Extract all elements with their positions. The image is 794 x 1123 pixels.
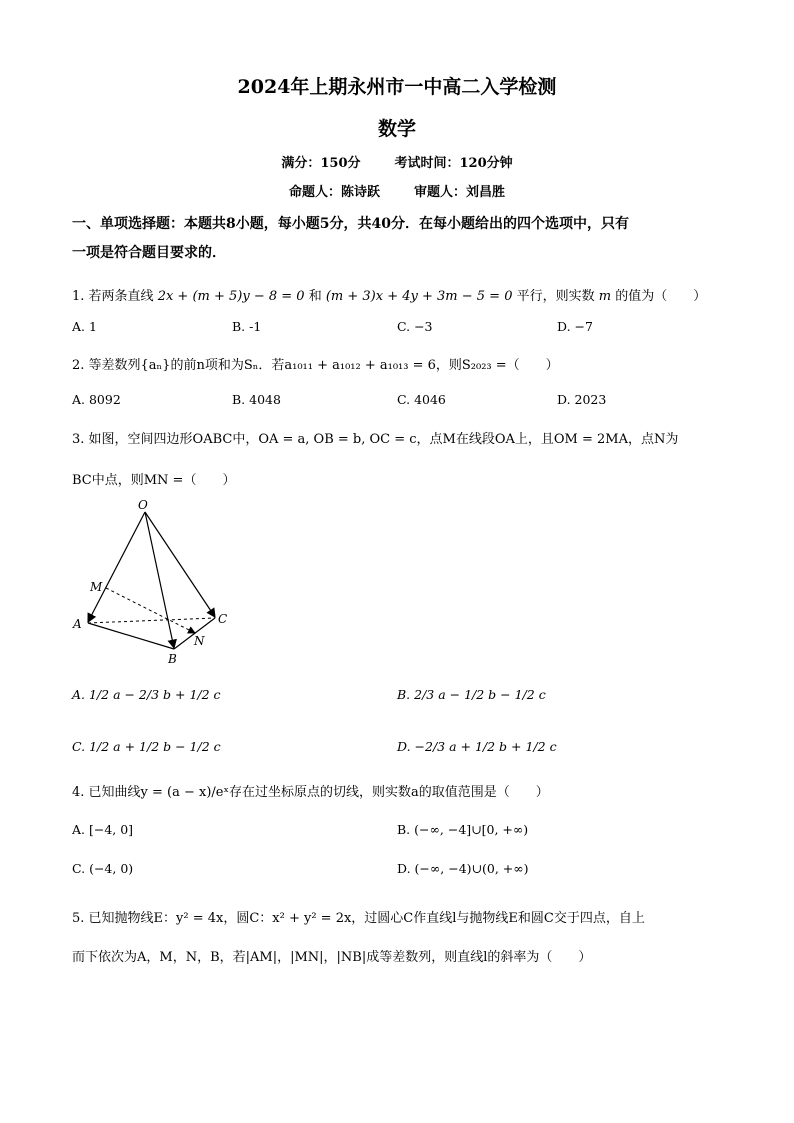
- author-info: [0, 181, 794, 200]
- exam-info: [0, 152, 794, 171]
- edge-OC: [145, 512, 215, 617]
- edge-OB: [145, 512, 174, 648]
- edge-AC-dashed: [88, 618, 215, 623]
- label-N: N: [194, 634, 205, 648]
- q1-equation-2: (m + 3)x + 4y + 3m − 5 = 0: [325, 289, 513, 304]
- q1-option-d[interactable]: D. −7: [557, 319, 593, 334]
- segment-MN-dashed: [106, 588, 195, 633]
- subject-title: 数学: [377, 118, 416, 140]
- label-C: C: [218, 612, 228, 626]
- tetrahedron-figure: [70, 495, 240, 670]
- label-O: O: [138, 498, 148, 512]
- exam-time: 考试时间：120分钟: [394, 156, 513, 171]
- question-5-line1: 5. 已知抛物线E：y² = 4x，圆C：x² + y² = 2x，过圆心C作直线l与抛物线E和圆C交于四点，自上: [72, 911, 645, 926]
- q2-option-b[interactable]: B. 4048: [232, 392, 281, 407]
- section-heading-line1: 一、单项选择题：本题共8小题，每小题5分，共40分．在每小题给出的四个选项中，只有: [72, 216, 629, 232]
- q2-option-a[interactable]: A. 8092: [72, 392, 121, 407]
- q4-option-a[interactable]: A. [−4, 0]: [72, 822, 134, 837]
- q1-option-c[interactable]: C. −3: [397, 319, 433, 334]
- question-4: 4. 已知曲线y = (a − x)/eˣ存在过坐标原点的切线，则实数a的取值范围是（ ）: [72, 785, 549, 800]
- q1-variable: m: [598, 289, 612, 304]
- question-3-line2: BC中点，则MN =（ ）: [72, 473, 236, 488]
- full-score: 满分：150分: [281, 156, 361, 171]
- q4-option-d[interactable]: D. (−∞, −4)∪(0, +∞): [397, 861, 529, 876]
- q2-option-c[interactable]: C. 4046: [397, 392, 446, 407]
- q1-prefix: 1. 若两条直线: [72, 289, 154, 304]
- q1-suffix: 平行，则实数: [516, 289, 595, 304]
- label-M: M: [90, 580, 103, 594]
- q1-option-a[interactable]: A. 1: [72, 319, 97, 334]
- label-A: A: [73, 617, 82, 631]
- setter: 命题人：陈诗跃: [288, 185, 380, 200]
- q1-equation-1: 2x + (m + 5)y − 8 = 0: [157, 289, 305, 304]
- question-5-line2: 而下依次为A，M，N，B，若|AM|，|MN|，|NB|成等差数列，则直线l的斜率为（ ）: [72, 950, 592, 965]
- page-title: 2024年上期永州市一中高二入学检测: [237, 76, 557, 98]
- q1-mid: 和: [308, 289, 322, 304]
- q1-option-b[interactable]: B. -1: [232, 319, 262, 334]
- question-3-line1: 3. 如图，空间四边形OABC中，OA = a, OB = b, OC = c，点M在线段OA上，且OM = 2MA，点N为: [72, 432, 679, 447]
- q3-option-c[interactable]: C. 1/2 a + 1/2 b − 1/2 c: [72, 739, 221, 754]
- edge-OA: [88, 512, 145, 622]
- q4-option-b[interactable]: B. (−∞, −4]∪[0, +∞): [397, 822, 529, 837]
- reviewer: 审题人：刘昌胜: [414, 185, 506, 200]
- q3-option-a[interactable]: A. 1/2 a − 2/3 b + 1/2 c: [72, 687, 221, 702]
- q4-option-c[interactable]: C. (−4, 0): [72, 861, 134, 876]
- edge-AB: [88, 623, 174, 649]
- q2-option-d[interactable]: D. 2023: [557, 392, 607, 407]
- q3-option-b[interactable]: B. 2/3 a − 1/2 b − 1/2 c: [397, 687, 546, 702]
- q1-end: 的值为（ ）: [615, 289, 707, 304]
- question-2: 2. 等差数列{aₙ}的前n项和为Sₙ．若a₁₀₁₁ + a₁₀₁₂ + a₁₀₁₃ = 6，则S₂₀₂₃ =（ ）: [72, 358, 559, 373]
- label-B: B: [168, 652, 177, 666]
- question-1: [72, 285, 722, 304]
- q3-option-d[interactable]: D. −2/3 a + 1/2 b + 1/2 c: [397, 739, 557, 754]
- section-heading-line2: 一项是符合题目要求的．: [72, 245, 226, 261]
